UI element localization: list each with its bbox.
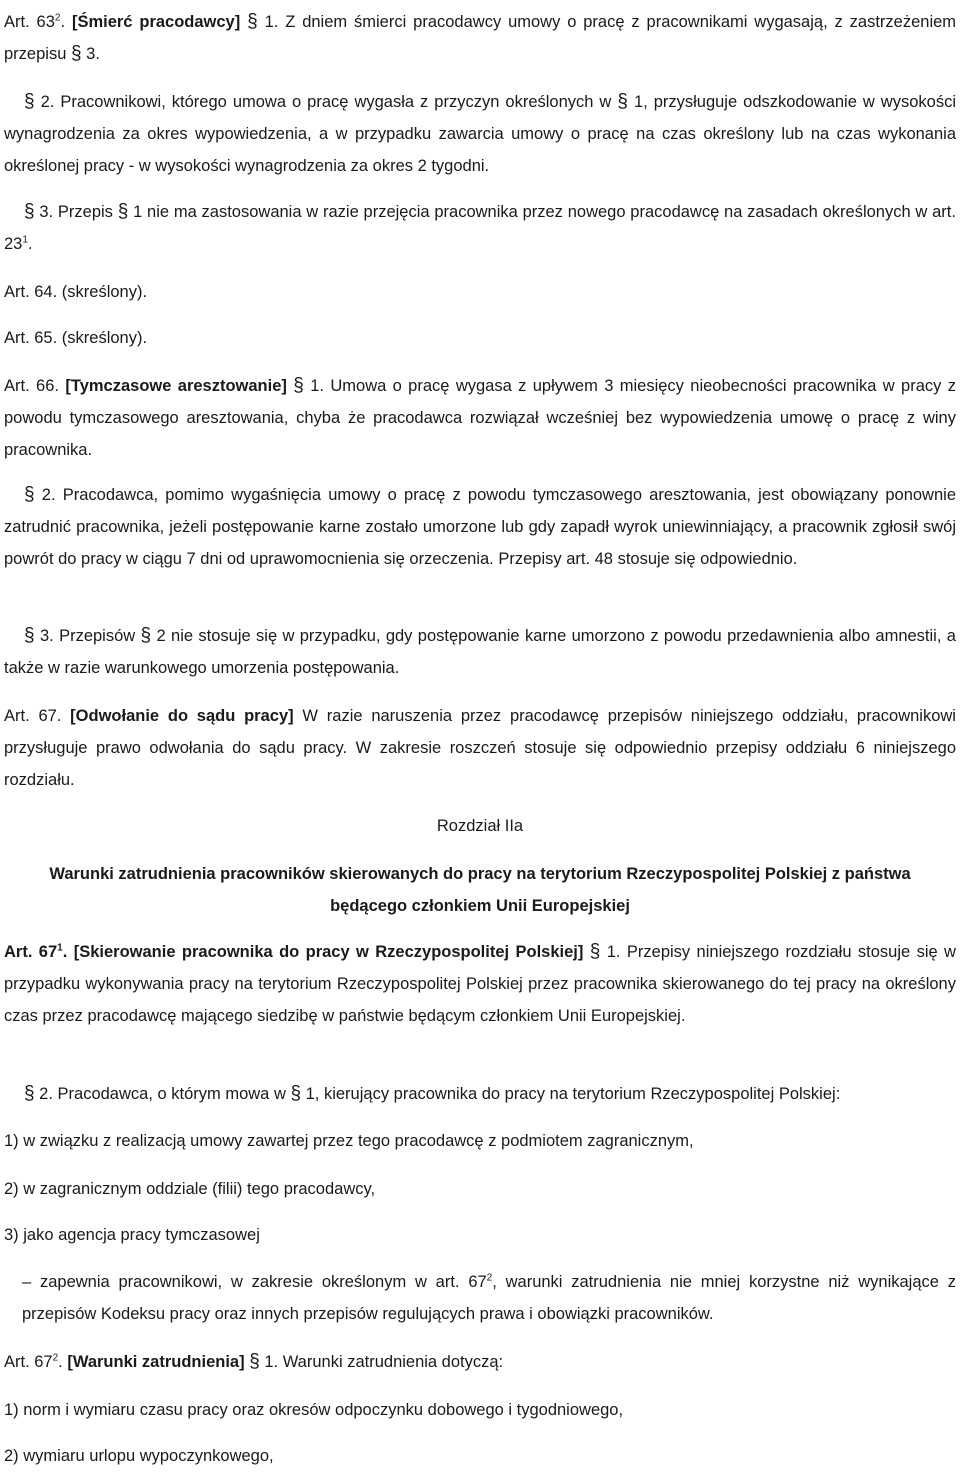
article-label: Art. 67. (4, 707, 62, 725)
section-sign: § (70, 43, 82, 64)
section-sign: § (24, 201, 35, 222)
art63-paragraph-3: § 3. Przepis § 1 nie ma zastosowania w razie przejęcia pracownika przez nowego pracodawcę na zasadach określonych w art. $23^1$. (4, 201, 956, 253)
dash-glyph: – (22, 1273, 32, 1291)
section-sign: § (24, 91, 35, 112)
art67-1-paragraph-2: § 2. Pracodawca, o którym mowa w § 1, kierujący pracownika do pracy na terytorium Rzeczypospolitej Polskiej: (24, 1083, 841, 1104)
article-title: [Tymczasowe aresztowanie] (65, 377, 287, 395)
art65-text: Art. 65. (skreślony). (4, 329, 148, 347)
art67-2-paragraph-1: Art. $67^2$. [Warunki zatrudnienia] § 1. Warunki zatrudnienia dotyczą: (4, 1351, 504, 1372)
dash-paragraph: – zapewnia pracownikowi, w zakresie określonym w art. $67^2$, warunki zatrudnienia nie mniej korzystne niż wynikające z przepisów Kodeksu pracy oraz innych przepisów regulujących prawa i obowiązki pracowników. (22, 1272, 956, 1323)
list-item: 1) w związku z realizacją umowy zawartej przez tego pracodawcę z podmiotem zagranicznym, (4, 1132, 694, 1150)
article-title: [Śmierć pracodawcy] (71, 13, 241, 31)
section-sign: § (293, 375, 304, 396)
section-sign: § (290, 1083, 302, 1104)
list-item: 3) jako agencja pracy tymczasowej (4, 1226, 260, 1244)
section-sign: § (24, 1083, 35, 1104)
section-sign: § (249, 1351, 260, 1372)
article-label: Art. 63 (4, 13, 55, 31)
list-item: 2) wymiaru urlopu wypoczynkowego, (4, 1447, 274, 1465)
article-title: [Warunki zatrudnienia] (67, 1353, 245, 1371)
section-sign: § (24, 484, 35, 505)
section-sign: § (24, 625, 35, 646)
art63-paragraph-1: Art. $63^2$. [Śmierć pracodawcy] § 1. Z dniem śmierci pracodawcy umowy o pracę z pracownikami wygasają, z zastrzeżeniem przepisu § 3. (4, 11, 957, 64)
section-sign: § (247, 11, 258, 32)
section-sign: § (140, 625, 152, 646)
chapter-name: Rozdział IIa (436, 817, 524, 835)
list-item: 2) w zagranicznym oddziale (filii) tego pracodawcy, (4, 1180, 376, 1198)
article-label: Art. $67^2$. (4, 1352, 63, 1371)
section-sign: § (117, 201, 129, 222)
art67-paragraph: Art. 67. [Odwołanie do sądu pracy] W razie naruszenia przez pracodawcę przepisów niniejszego oddziału, pracownikowi przysługuje prawo odwołania do sądu pracy. W zakresie roszczeń stosuje się odpowiednio przepisy oddziału 6 niniejszego rozdziału. (4, 707, 956, 789)
section-sign: § (589, 941, 601, 962)
list-item: 1) norm i wymiaru czasu pracy oraz okresów odpoczynku dobowego i tygodniowego, (4, 1401, 624, 1419)
art63-paragraph-2: § 2. Pracownikowi, którego umowa o pracę wygasła z przyczyn określonych w § 1, przysługuje odszkodowanie w wysokości wynagrodzenia za okres wypowiedzenia, a w przypadku zawarcia umowy o pracę na czas określony lub na czas wykonania określonej pracy - w wysokości wynagrodzenia za okres 2 tygodni. (4, 91, 956, 175)
art66-paragraph-1: Art. 66. [Tymczasowe aresztowanie] § 1. Umowa o pracę wygasa z upływem 3 miesięcy nieobecności pracownika w pracy z powodu tymczasowego aresztowania, chyba że pracodawca rozwiązał wcześniej bez wypowiedzenia umowę o pracę z winy pracownika. (4, 375, 956, 459)
chapter-heading: Warunki zatrudnienia pracowników skierowanych do pracy na terytorium Rzeczypospolitej Polskiej z państwa będącego członkiem Unii Europejskiej (49, 865, 911, 915)
article-title: [Skierowanie pracownika do pracy w Rzeczypospolitej Polskiej] (73, 943, 584, 961)
art66-paragraph-3: § 3. Przepisów § 2 nie stosuje się w przypadku, gdy postępowanie karne umorzono z powodu przedawnienia albo amnestii, a także w razie warunkowego umorzenia postępowania. (4, 625, 956, 677)
section-sign: § (617, 91, 628, 112)
article-label: Art. $67^1$. (4, 942, 68, 961)
art67-1-paragraph-1: Art. $67^1$. [Skierowanie pracownika do pracy w Rzeczypospolitej Polskiej] § 1. Przepisy niniejszego rozdziału stosuje się w przypadku wykonywania pracy na terytorium Rzeczypospolitej Polskiej przez pracownika skierowanego do tej pracy na określony czas przez pracodawcę mającego siedzibę w państwie będącym członkiem Unii Europejskiej. (4, 941, 956, 1025)
art64-text: Art. 64. (skreślony). (4, 283, 148, 301)
art66-paragraph-2: § 2. Pracodawca, pomimo wygaśnięcia umowy o pracę z powodu tymczasowego aresztowania, jest obowiązany ponownie zatrudnić pracownika, jeżeli postępowanie karne zostało umorzone lub gdy zapadł wyrok uniewinniający, a pracownik zgłosił swój powrót do pracy w ciągu 7 dni od uprawomocnienia się orzeczenia. Przepisy art. 48 stosuje się odpowiednio. (4, 484, 956, 568)
article-label: Art. 66. (4, 377, 59, 395)
article-title: [Odwołanie do sądu pracy] (70, 707, 294, 725)
